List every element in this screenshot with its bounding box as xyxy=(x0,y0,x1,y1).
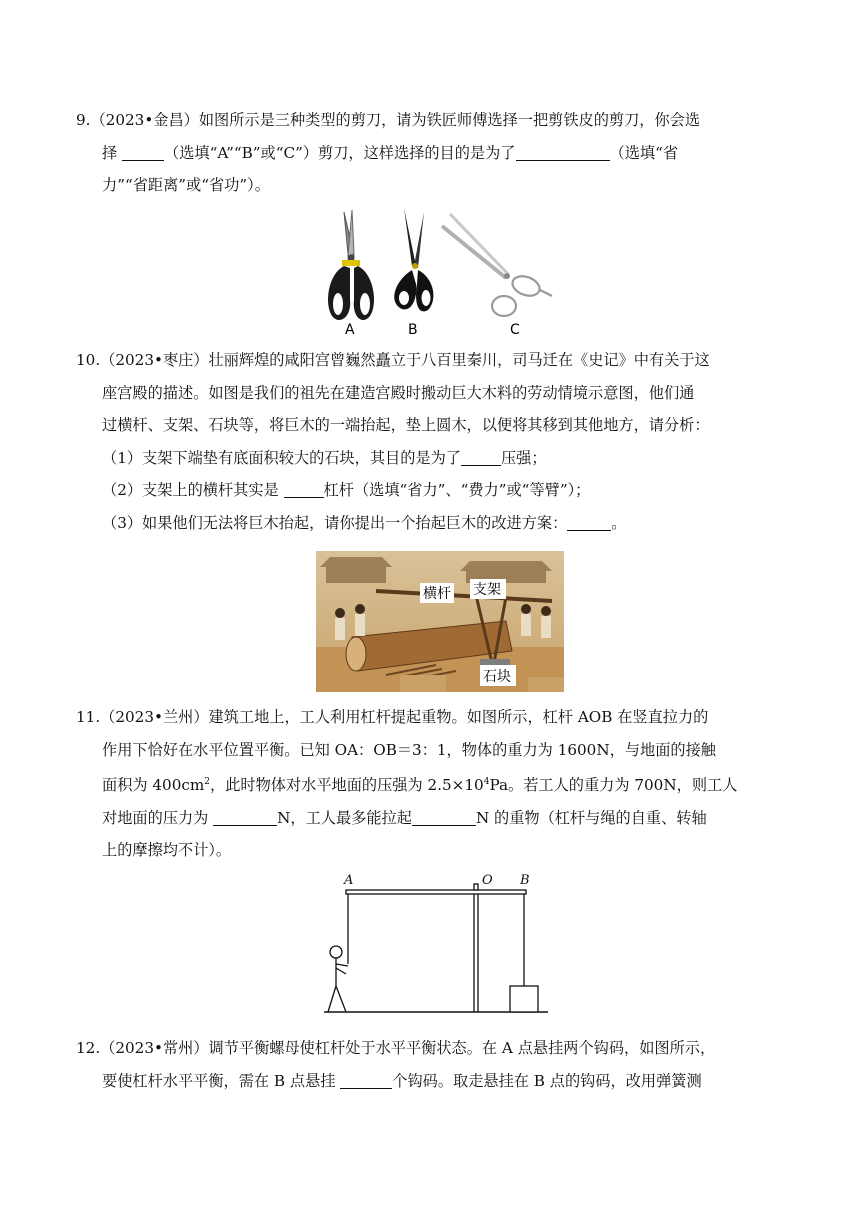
lever-label-a: A xyxy=(344,873,354,888)
q9-line-3: 力”“省距离”或“省功”）。 xyxy=(102,176,270,194)
scissors-c-icon xyxy=(442,214,552,316)
q11-line-1: 11.（2023•兰州）建筑工地上，工人利用杠杆提起重物。如图所示，杠杆 AOB 在竖直拉力的 xyxy=(76,708,709,726)
scissors-label-a: A xyxy=(345,322,355,338)
lever-label-o: O xyxy=(482,873,493,888)
q11-blank-2[interactable] xyxy=(412,807,476,826)
weight-block xyxy=(510,986,538,1012)
q10-line-3: 过横杆、支架、石块等，将巨木的一端抬起，垫上圆木，以便将其移到其他地方，请分析： xyxy=(102,416,710,434)
lever-bar xyxy=(346,890,526,894)
label-support: 支架 xyxy=(473,582,501,598)
worker-figure xyxy=(328,946,348,1012)
scissors-label-c: C xyxy=(510,322,520,338)
scissors-figure xyxy=(318,204,564,340)
q9-line-1: 9.（2023•金昌）如图所示是三种类型的剪刀，请为铁匠师傅选择一把剪铁皮的剪刀，你会选 xyxy=(76,111,701,129)
q10-blank-3[interactable] xyxy=(567,512,611,531)
q10-sub-3: （3）如果他们无法将巨木抬起，请你提出一个抬起巨木的改进方案： 。 xyxy=(102,513,627,532)
q12-line-2: 要使杠杆水平平衡，需在 B 点悬挂 个钩码。取走悬挂在 B 点的钩码，改用弹簧测 xyxy=(102,1071,702,1090)
q9-line-2: 择 （选填“A”“B”或“C”）剪刀，这样选择的目的是为了 （选填“省 xyxy=(102,143,679,162)
q10-sub-1: （1）支架下端垫有底面积较大的石块，其目的是为了 压强； xyxy=(102,448,547,467)
q9-blank-1[interactable] xyxy=(122,142,164,161)
question-12 xyxy=(76,1032,792,1097)
lever-label-b: B xyxy=(520,873,530,888)
scissors-b-icon xyxy=(394,208,433,311)
q11-line-5: 上的摩擦均不计）。 xyxy=(102,841,232,860)
q10-line-2: 座宫殿的描述。如图是我们的祖先在建造宫殿时搬动巨大木料的劳动情境示意图，他们通 xyxy=(102,383,695,402)
q11-line-3: 面积为 $400cm^2$，此时物体对水平地面的压强为 $2.5\times 10^4Pa$。若工人的重力为 700N，则工人 xyxy=(102,776,738,795)
q9-blank-2[interactable] xyxy=(516,142,610,161)
label-stone: 石块 xyxy=(483,669,511,685)
q11-line-4: 对地面的压力为 N，工人最多能拉起 N 的重物（杠杆与绳的自重、转轴 xyxy=(102,808,707,827)
label-crossbar: 横杆 xyxy=(423,586,451,602)
q10-blank-2[interactable] xyxy=(284,479,324,498)
question-9 xyxy=(76,104,792,202)
scissors-a-icon xyxy=(328,210,374,320)
scissors-label-b: B xyxy=(408,322,418,338)
q11-blank-1[interactable] xyxy=(213,807,277,826)
q12-line-1: 12.（2023•常州）调节平衡螺母使杠杆处于水平平衡状态。在 A 点悬挂两个钩码，如图所示， xyxy=(76,1039,716,1057)
q10-line-1: 10.（2023•枣庄）壮丽辉煌的咸阳宫曾巍然矗立于八百里秦川，司马迁在《史记》中有关于这 xyxy=(76,351,710,369)
q12-blank-1[interactable] xyxy=(340,1070,392,1089)
q10-blank-1[interactable] xyxy=(461,447,501,466)
question-11 xyxy=(76,701,792,867)
lever-diagram xyxy=(324,870,548,1018)
palace-construction-figure xyxy=(316,551,564,692)
q10-sub-2: （2）支架上的横杆其实是 杠杆（选填“省力”、“费力”或“等臂”）； xyxy=(102,481,591,499)
q11-line-2: 作用下恰好在水平位置平衡。已知 OA：OB＝3：1，物体的重力为 1600N，与地面的接触 xyxy=(102,740,716,759)
question-10 xyxy=(76,344,792,539)
